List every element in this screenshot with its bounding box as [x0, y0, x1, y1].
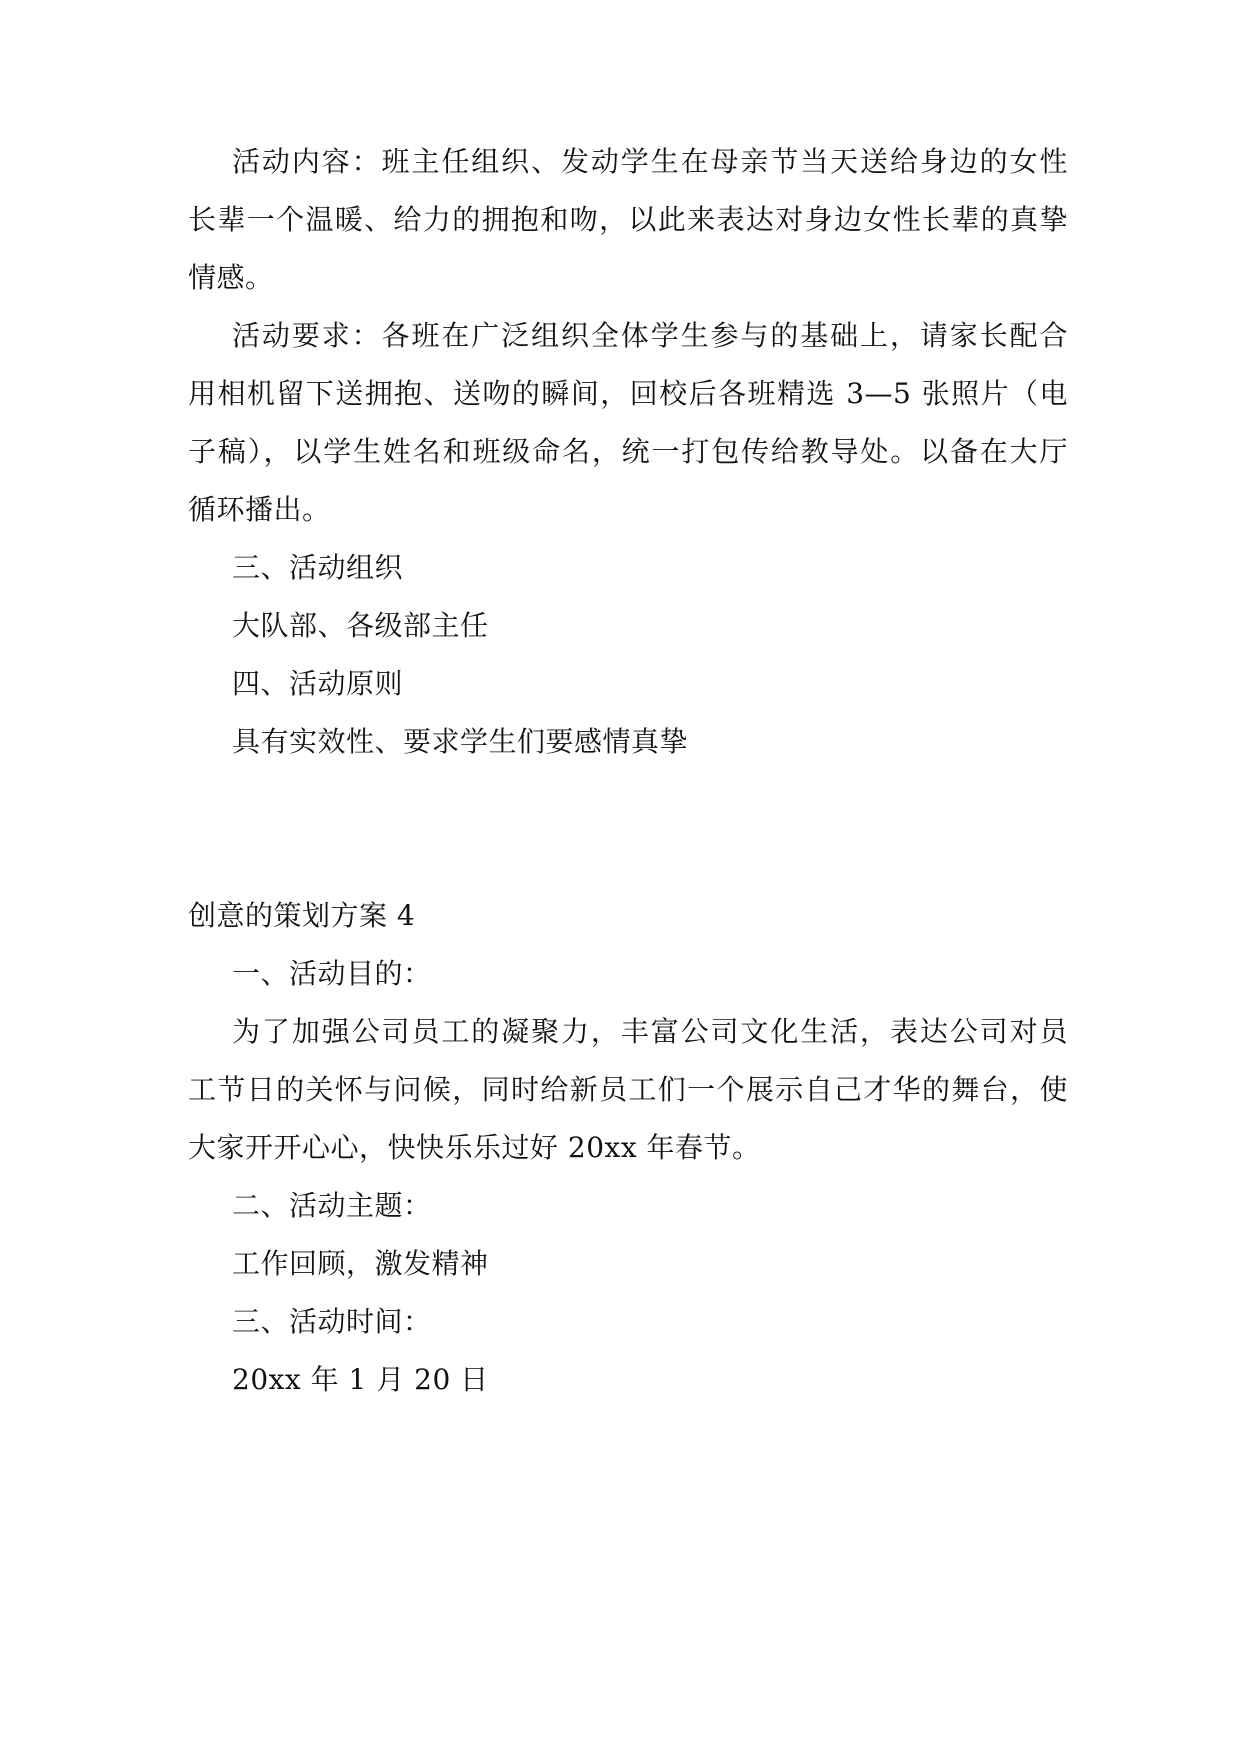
- principle-heading: 四、活动原则: [232, 667, 404, 700]
- theme-text: 工作回顾，激发精神: [232, 1247, 489, 1280]
- purpose-line-2: 工节日的关怀与问候，同时给新员工们一个展示自己才华的舞台，使: [188, 1073, 1068, 1106]
- organization-text: 大队部、各级部主任: [232, 609, 489, 642]
- activity-requirement-line-3: 子稿），以学生姓名和班级命名，统一打包传给教导处。以备在大厅: [188, 435, 1068, 468]
- organization-heading: 三、活动组织: [232, 551, 404, 584]
- purpose-line-3: 大家开开心心，快快乐乐过好 20xx 年春节。: [188, 1131, 761, 1164]
- principle-text: 具有实效性、要求学生们要感情真挚: [232, 725, 689, 758]
- purpose-heading: 一、活动目的：: [232, 957, 432, 990]
- theme-heading: 二、活动主题：: [232, 1189, 432, 1222]
- activity-content-line-1: 活动内容：班主任组织、发动学生在母亲节当天送给身边的女性: [232, 145, 1068, 178]
- activity-content-line-2: 长辈一个温暖、给力的拥抱和吻，以此来表达对身边女性长辈的真挚: [188, 203, 1068, 236]
- time-heading: 三、活动时间：: [232, 1305, 432, 1338]
- activity-requirement-line-4: 循环播出。: [188, 493, 331, 526]
- activity-content-line-3: 情感。: [188, 261, 274, 294]
- activity-requirement-line-2: 用相机留下送拥抱、送吻的瞬间，回校后各班精选 3—5 张照片（电: [188, 377, 1068, 410]
- plan-4-title: 创意的策划方案 4: [188, 899, 416, 932]
- activity-requirement-line-1: 活动要求：各班在广泛组织全体学生参与的基础上，请家长配合: [232, 319, 1068, 352]
- purpose-line-1: 为了加强公司员工的凝聚力，丰富公司文化生活，表达公司对员: [232, 1015, 1068, 1048]
- time-text: 20xx 年 1 月 20 日: [232, 1363, 489, 1396]
